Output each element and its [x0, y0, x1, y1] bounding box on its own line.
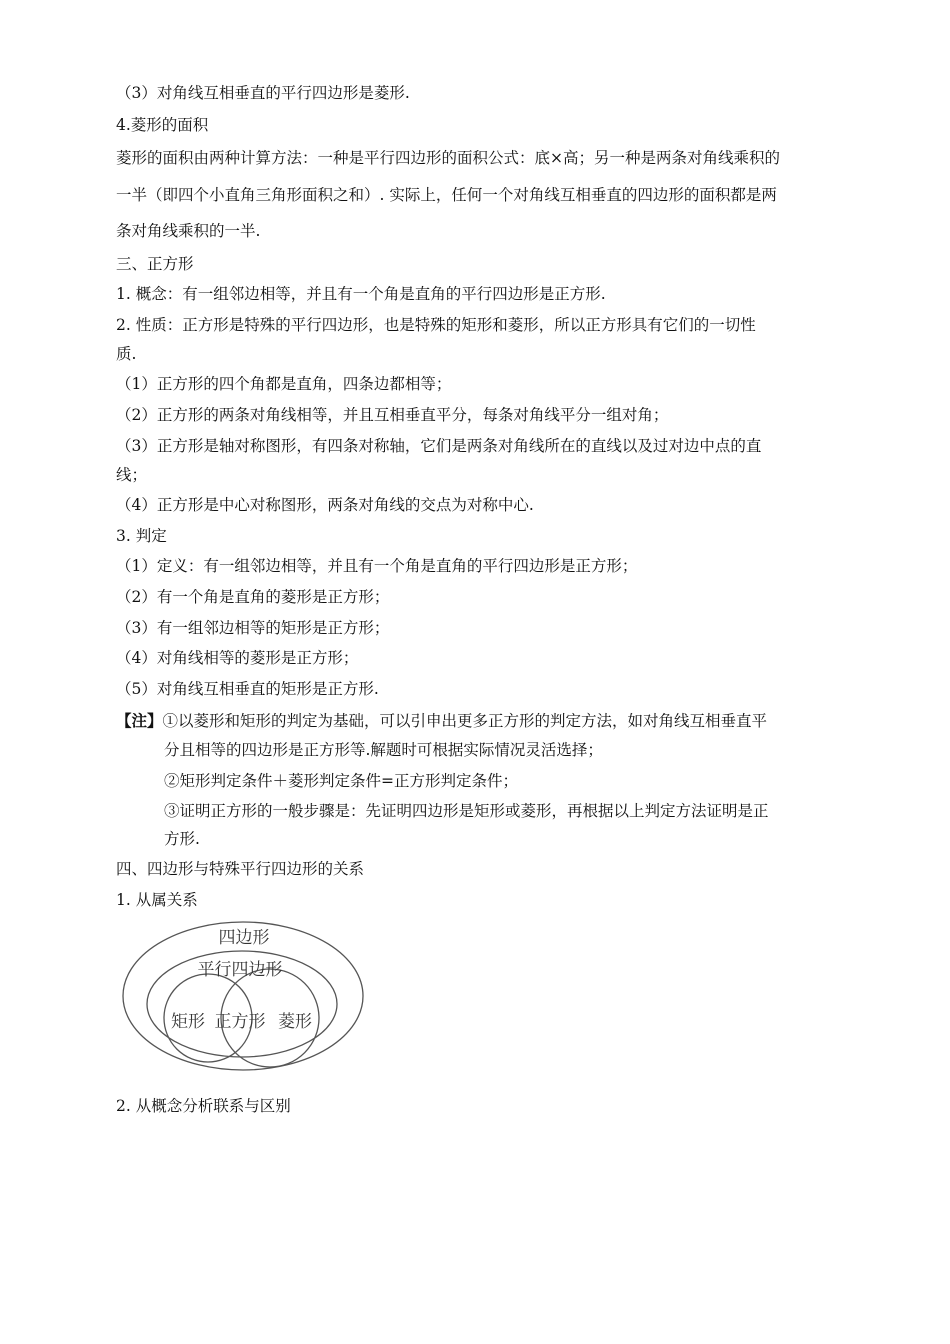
diagram-label-right: 菱形	[278, 1012, 312, 1032]
text-line: （4）对角线相等的菱形是正方形；	[116, 649, 359, 667]
outer-ellipse	[123, 922, 363, 1070]
text-line: 1. 概念：有一组邻边相等，并且有一个角是直角的平行四边形是正方形.	[116, 285, 606, 303]
diagram-label-outer: 四边形	[218, 928, 270, 948]
note-text: ①以菱形和矩形的判定为基础，可以引申出更多正方形的判定方法，如对角线互相垂直平	[162, 712, 768, 730]
middle-ellipse	[147, 951, 337, 1057]
text-line: （4）正方形是中心对称图形，两条对角线的交点为对称中心.	[116, 496, 534, 514]
text-line: 分且相等的四边形是正方形等.解题时可根据实际情况灵活选择；	[164, 741, 603, 759]
section-heading: 四、四边形与特殊平行四边形的关系	[116, 860, 365, 878]
section-heading: 三、正方形	[116, 255, 194, 273]
text-line: 质.	[116, 345, 137, 363]
text-line: （3）正方形是轴对称图形，有四条对称轴，它们是两条对角线所在的直线以及过对边中点的直	[116, 437, 762, 455]
text-line: （2）有一个角是直角的菱形是正方形；	[116, 588, 390, 606]
text-line: 2. 从概念分析联系与区别	[116, 1097, 291, 1115]
text-line: ③证明正方形的一般步骤是：先证明四边形是矩形或菱形，再根据以上判定方法证明是正	[164, 802, 769, 820]
diagram-label-left: 矩形	[171, 1012, 205, 1032]
note-label: 【注】	[116, 711, 163, 730]
text-line: （1）定义：有一组邻边相等，并且有一个角是直角的平行四边形是正方形；	[116, 557, 638, 575]
text-line: 线；	[116, 466, 148, 484]
text-line: 一半（即四个小直角三角形面积之和）. 实际上，任何一个对角线互相垂直的四边形的面积都是两	[116, 186, 777, 204]
text-line: （5）对角线互相垂直的矩形是正方形.	[116, 680, 379, 698]
note-line	[116, 711, 767, 731]
text-line: （3）有一组邻边相等的矩形是正方形；	[116, 619, 390, 637]
text-line: （2）正方形的两条对角线相等，并且互相垂直平分，每条对角线平分一组对角；	[116, 406, 669, 424]
text-line: 方形.	[164, 830, 200, 848]
diagram-label-center: 正方形	[214, 1012, 266, 1032]
text-line: 2. 性质：正方形是特殊的平行四边形，也是特殊的矩形和菱形，所以正方形具有它们的一切性	[116, 316, 756, 334]
right-circle	[221, 969, 319, 1067]
text-line: （1）正方形的四个角都是直角，四条边都相等；	[116, 375, 452, 393]
text-line: ②矩形判定条件＋菱形判定条件=正方形判定条件；	[164, 772, 518, 790]
section-heading: 3. 判定	[116, 527, 167, 545]
text-line: 1. 从属关系	[116, 891, 198, 909]
section-heading: 4.菱形的面积	[116, 116, 209, 134]
left-circle	[164, 974, 252, 1062]
text-line: （3）对角线互相垂直的平行四边形是菱形.	[116, 84, 410, 102]
text-line: 条对角线乘积的一半.	[116, 222, 261, 240]
diagram-label-middle: 平行四边形	[197, 960, 283, 980]
text-line: 菱形的面积由两种计算方法：一种是平行四边形的面积公式：底×高；另一种是两条对角线乘积的	[116, 149, 780, 167]
